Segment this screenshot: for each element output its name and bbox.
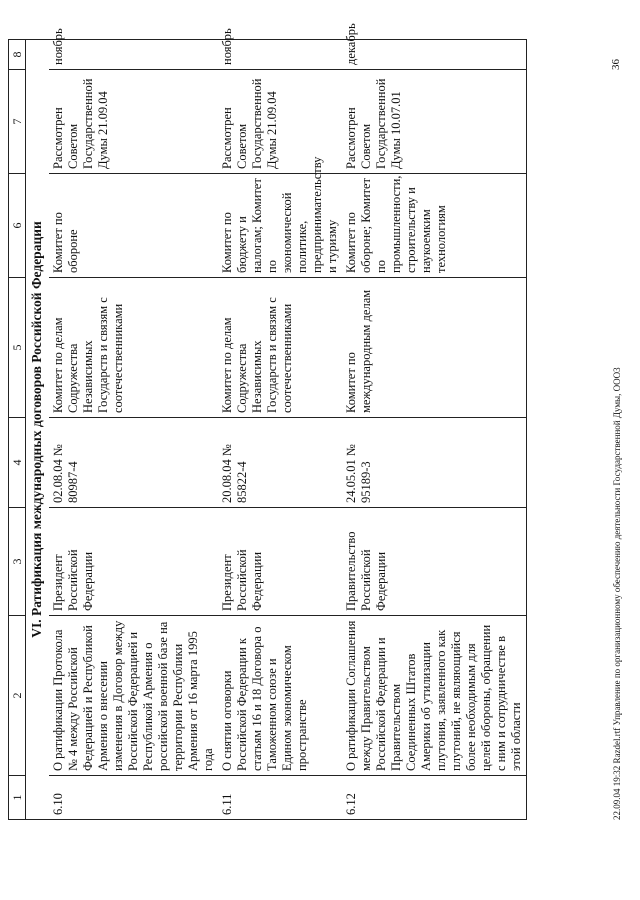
row-number: 6.11 [218, 776, 342, 820]
column-number: 4 [9, 418, 26, 508]
column-number: 3 [9, 508, 26, 616]
bill-title: О снятии оговорки Российской Федерации к статьям 16 и 18 Договора о Таможенном союзе и Едином экономическом пространстве [218, 616, 342, 776]
column-number: 8 [9, 40, 26, 70]
registration-date: 02.08.04 № 80987-4 [49, 418, 218, 508]
footer-text: 22.09.04 19:32 Razdel.rtf Управление по организационному обеспечению деятельности Государственной Думы, ООО3 [612, 367, 622, 820]
column-number: 5 [9, 278, 26, 418]
month: ноябрь [49, 40, 218, 70]
column-number: 7 [9, 70, 26, 174]
table-row [218, 40, 342, 820]
registration-date: 20.08.04 № 85822-4 [218, 418, 342, 508]
co-committee: Комитет по бюджету и налогам; Комитет по экономической политике, предпринимательству и туризму [218, 174, 342, 278]
bill-title: О ратификации Соглашения между Правительством Российской Федерации и Правительством Соединенных Штатов Америки об утилизации плутония, заявленного как плутоний, не являющийся более необходимым для целей обороны, обращении с ним и сотрудничестве в этой области [342, 616, 527, 776]
registration-date: 24.05.01 № 95189-3 [342, 418, 527, 508]
co-committee: Комитет по обороне; Комитет по промышленности, строительству и наукоемким технологиям [342, 174, 527, 278]
month: декабрь [342, 40, 527, 70]
status: Рассмотрен Советом Государственной Думы 21.09.04 [218, 70, 342, 174]
bill-title: О ратификации Протокола № 4 между Российской Федерацией и Республикой Армения о внесении изменения в Договор между Российской Федерацией и Республикой Армения о российской военной базе на территории Республики Армения от 16 марта 1995 года [49, 616, 218, 776]
column-number-row [9, 40, 26, 820]
row-number: 6.10 [49, 776, 218, 820]
status: Рассмотрен Советом Государственной Думы 10.07.01 [342, 70, 527, 174]
page-number: 36 [610, 59, 622, 70]
section-heading-row [26, 40, 49, 820]
column-number: 2 [9, 616, 26, 776]
co-committee: Комитет по обороне [49, 174, 218, 278]
initiator: Президент Российской Федерации [218, 508, 342, 616]
responsible-committee: Комитет по международным делам [342, 278, 527, 418]
table-row [49, 40, 218, 820]
column-number: 1 [9, 776, 26, 820]
column-number: 6 [9, 174, 26, 278]
row-number: 6.12 [342, 776, 527, 820]
section-title: VI. Ратификация международных договоров Российской Федерации [26, 40, 49, 820]
status: Рассмотрен Советом Государственной Думы 21.09.04 [49, 70, 218, 174]
responsible-committee: Комитет по делам Содружества Независимых Государств и связям с соотечественниками [218, 278, 342, 418]
table-row [342, 40, 527, 820]
initiator: Президент Российской Федерации [49, 508, 218, 616]
legislation-table [8, 23, 527, 820]
responsible-committee: Комитет по делам Содружества Независимых Государств и связям с соотечественниками [49, 278, 218, 418]
initiator: Правительство Российской Федерации [342, 508, 527, 616]
month: ноябрь [218, 40, 342, 70]
